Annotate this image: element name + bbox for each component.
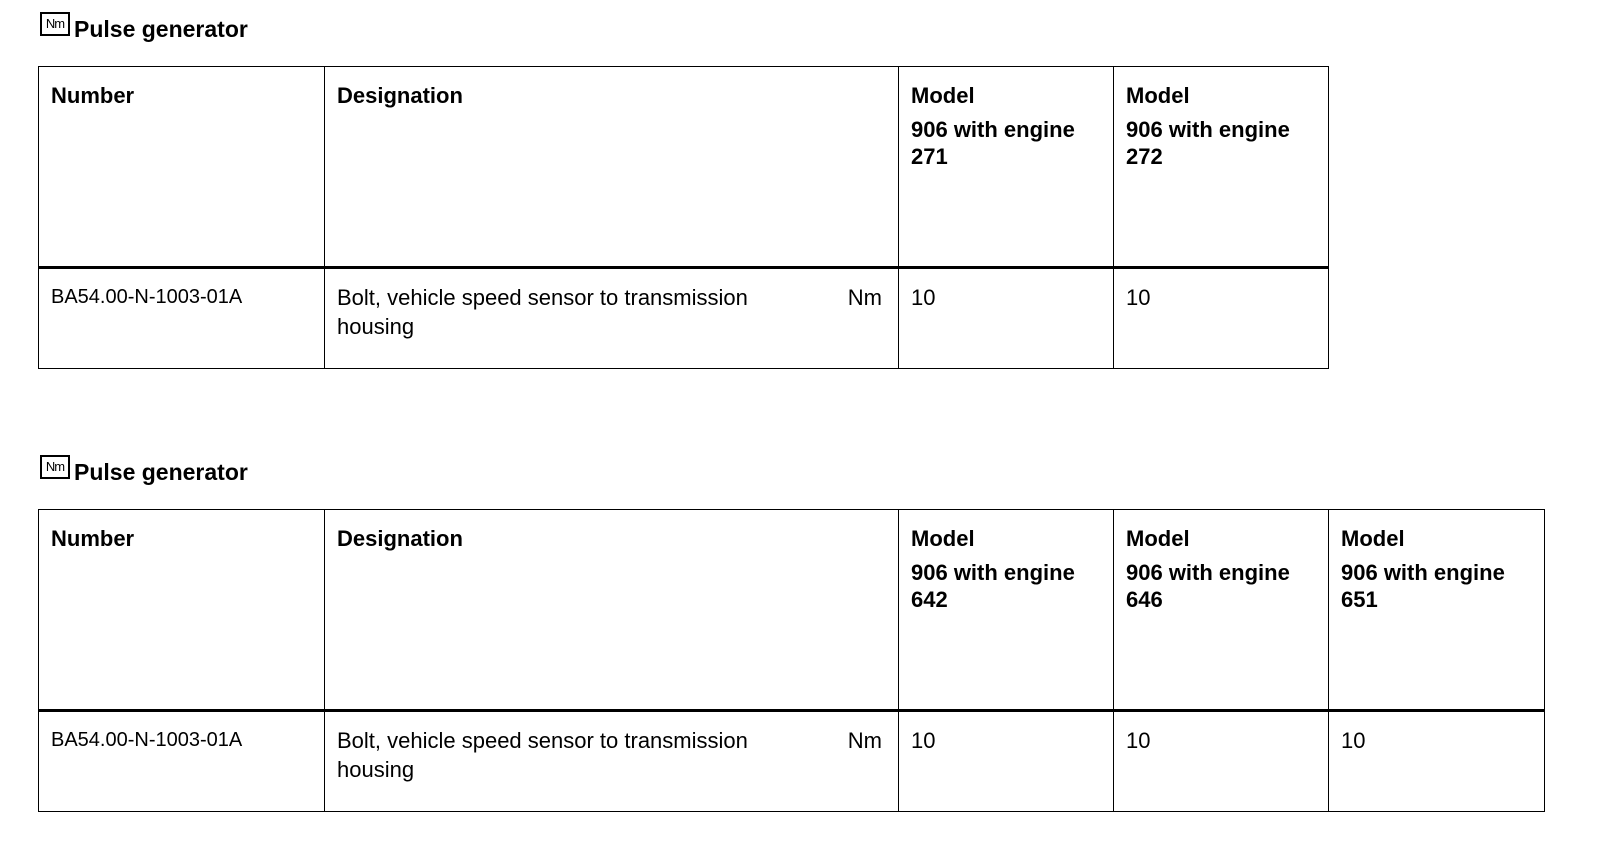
header-model	[1114, 510, 1329, 711]
designation-text: Bolt, vehicle speed sensor to transmission housing	[337, 728, 748, 782]
model-label: Model	[1126, 83, 1190, 108]
torque-nm-icon: Nm	[40, 12, 70, 36]
section-1-title	[40, 14, 248, 44]
designation-cell	[325, 711, 899, 812]
header-number: Number	[39, 510, 325, 711]
part-number: BA54.00-N-1003-01A	[39, 711, 325, 812]
model-label: Model	[1341, 526, 1405, 551]
unit-label: Nm	[847, 285, 882, 310]
model-engine: 906 with engine 272	[1126, 117, 1290, 169]
table-header-row	[39, 67, 1329, 268]
model-label: Model	[911, 83, 975, 108]
torque-table-1	[38, 66, 1329, 369]
model-engine: 906 with engine 642	[911, 560, 1075, 612]
header-number: Number	[39, 67, 325, 268]
table-row	[39, 711, 1545, 812]
header-model	[899, 510, 1114, 711]
designation-cell	[325, 268, 899, 369]
torque-value: 10	[899, 268, 1114, 369]
part-number: BA54.00-N-1003-01A	[39, 268, 325, 369]
model-label: Model	[911, 526, 975, 551]
designation-text: Bolt, vehicle speed sensor to transmission housing	[337, 285, 748, 339]
section-2-title	[40, 457, 248, 487]
torque-table-2	[38, 509, 1545, 812]
header-designation: Designation	[325, 67, 899, 268]
torque-nm-icon: Nm	[40, 455, 70, 479]
table-header-row	[39, 510, 1545, 711]
section-title-text: Pulse generator	[74, 16, 248, 42]
section-title-text: Pulse generator	[74, 459, 248, 485]
torque-value: 10	[1114, 711, 1329, 812]
model-engine: 906 with engine 646	[1126, 560, 1290, 612]
model-engine: 906 with engine 271	[911, 117, 1075, 169]
torque-value: 10	[899, 711, 1114, 812]
header-model	[1114, 67, 1329, 268]
torque-value: 10	[1114, 268, 1329, 369]
header-model	[899, 67, 1114, 268]
torque-value: 10	[1329, 711, 1545, 812]
table-row	[39, 268, 1329, 369]
unit-label: Nm	[847, 728, 882, 753]
header-designation: Designation	[325, 510, 899, 711]
model-label: Model	[1126, 526, 1190, 551]
model-engine: 906 with engine 651	[1341, 560, 1505, 612]
header-model	[1329, 510, 1545, 711]
